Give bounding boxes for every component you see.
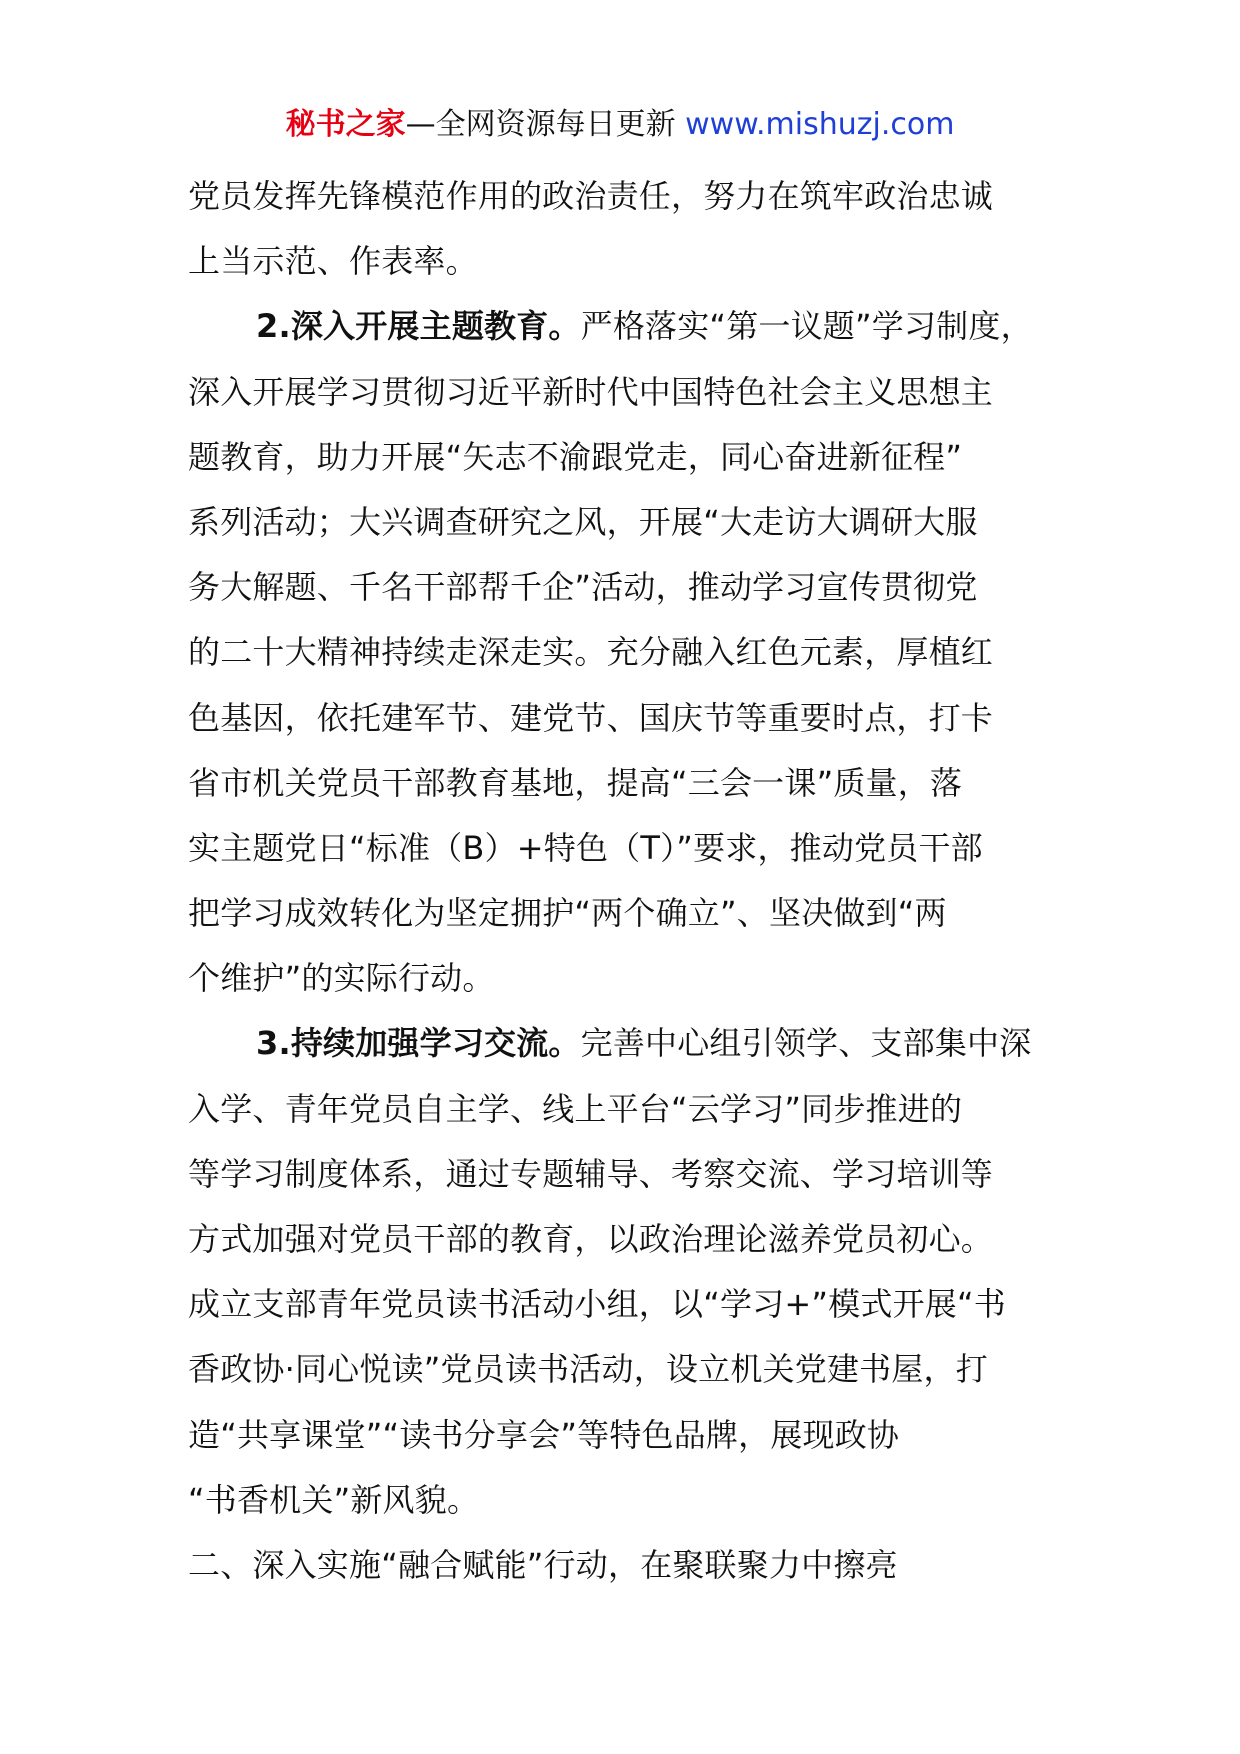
item-2-title: 2.深入开展主题教育。 — [256, 307, 581, 346]
text-line: 系列活动；大兴调查研究之风，开展“大走访大调研大服 — [188, 502, 978, 541]
text-line: 的二十大精神持续走深走实。充分融入红色元素，厚植红 — [188, 633, 994, 672]
section-2-heading — [188, 1598, 1088, 1663]
text-line: 党员发挥先锋模范作用的政治责任，努力在筑牢政治忠诚 — [188, 177, 994, 215]
document-body — [188, 164, 1088, 1663]
text-line: 入学、青年党员自主学、线上平台“云学习”同步推进的 — [188, 1089, 963, 1128]
item-3-text: 完善中心组引领学、支部集中深 — [580, 1024, 1032, 1063]
header-tagline: —全网资源每日更新 — [405, 107, 686, 142]
text-line: 香政协·同心悦读”党员读书活动，设立机关党建书屋，打 — [188, 1350, 988, 1389]
item-2-heading-line — [188, 294, 1088, 359]
text-line: 实主题党日“标准（B）+特色（T）”要求，推动党员干部 — [188, 828, 983, 867]
item-2-text: 严格落实“第一议题”学习制度， — [580, 307, 1033, 346]
text-line: 造“共享课堂”“读书分享会”等特色品牌，展现政协 — [188, 1415, 900, 1454]
text-line: 深入开展学习贯彻习近平新时代中国特色社会主义思想主 — [188, 372, 994, 411]
item-3-heading-line — [188, 1011, 1088, 1076]
brand-name: 秘书之家 — [285, 107, 406, 142]
text-line: 成立支部青年党员读书活动小组，以“学习+”模式开展“书 — [188, 1285, 1006, 1324]
text-line: 题教育，助力开展“矢志不渝跟党走，同心奋进新征程” — [188, 437, 963, 476]
text-line: 省市机关党员干部教育基地，提高“三会一课”质量，落 — [188, 763, 963, 802]
text-line: 个维护”的实际行动。 — [188, 959, 495, 998]
text-line: 方式加强对党员干部的教育，以政治理论滋养党员初心。 — [188, 1220, 994, 1258]
site-url-link[interactable]: www.mishuzj.com — [685, 107, 955, 142]
text-line: 色基因，依托建军节、建党节、国庆节等重要时点，打卡 — [188, 698, 994, 737]
text-line: 上当示范、作表率。 — [188, 242, 478, 281]
text-line: 务大解题、千名干部帮千企”活动，推动学习宣传贯彻党 — [188, 568, 978, 607]
item-3-title: 3.持续加强学习交流。 — [256, 1024, 581, 1063]
text-line: 等学习制度体系，通过专题辅导、考察交流、学习培训等 — [188, 1154, 994, 1193]
site-header — [0, 104, 1240, 146]
text-line: 把学习成效转化为坚定拥护“两个确立”、坚决做到“两 — [188, 894, 947, 933]
text-line: 二、深入实施“融合赋能”行动，在聚联聚力中擦亮 — [188, 1545, 898, 1584]
text-line: “书香机关”新风貌。 — [188, 1480, 480, 1519]
